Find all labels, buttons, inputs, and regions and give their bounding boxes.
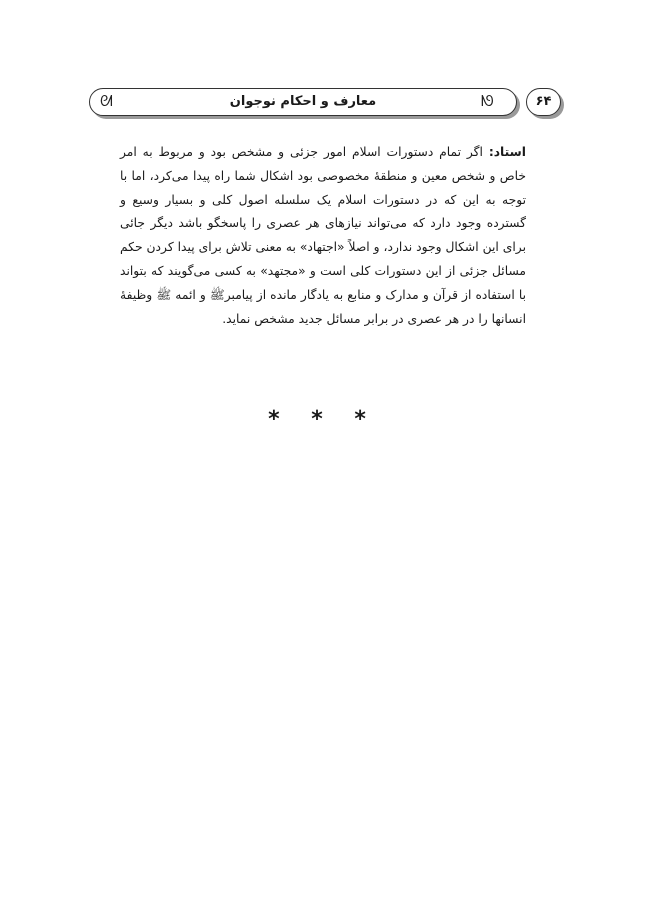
- paragraph-text: اگر تمام دستورات اسلام امور جزئی و مشخص بود و مربوط به امر خاص و شخص معین و منطقۀ مخصوصی بود اشکال شما راه پیدا می‌کرد، اما با توجه به این که در دستورات اسلام یک سلسله اصول کلی و بسیار وسیع و گسترده وجود دارد که می‌تواند نیازهای هر عصری را پاسخگو باشد دیگر جائی برای این اشکال وجود ندارد، و اصلاً «اجتهاد» به معنی تلاش برای پیدا کردن حکم مسائل جزئی از این دستورات کلی است و «مجتهد» به کسی می‌گویند که بتواند با استفاده از قرآن و مدارک و منابع به یادگار مانده از پیامبرﷺ و ائمه ﷺ وظیفۀ انسانها را در هر عصری در برابر مسائل جدید مشخص نماید.: [120, 145, 526, 326]
- main-paragraph: [120, 141, 526, 331]
- header-title-box: [89, 88, 517, 116]
- book-title: معارف و احکام نوجوان: [229, 94, 377, 109]
- right-ornament-icon: ᘛ: [481, 92, 494, 110]
- speaker-label: استاد:: [488, 145, 526, 159]
- left-ornament-icon: ᘛ: [100, 92, 113, 110]
- running-header: [89, 88, 561, 122]
- main-paragraph-block: [120, 141, 526, 331]
- page-number: ۶۴: [526, 88, 561, 116]
- section-separator: * * *: [268, 407, 378, 432]
